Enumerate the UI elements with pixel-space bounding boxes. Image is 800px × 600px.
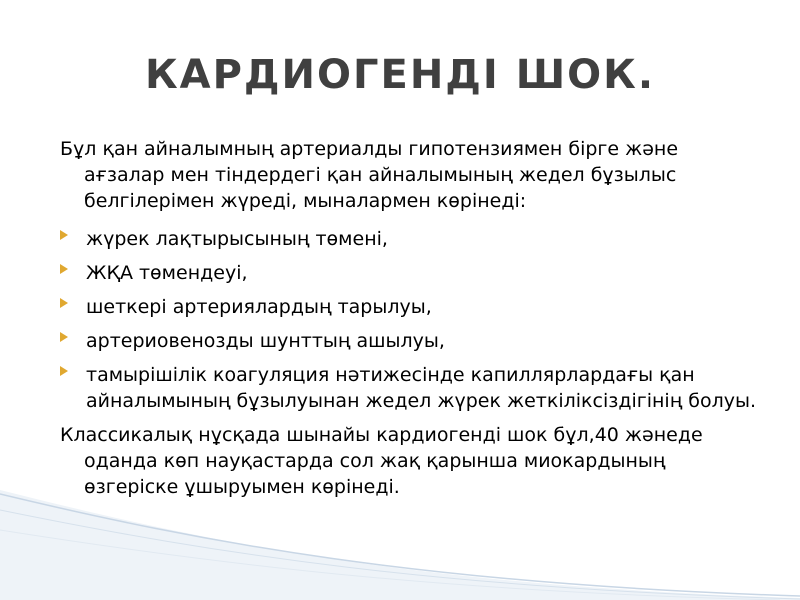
- bullet-text: тамырішілік коагуляция нәтижесінде капиллярлардағы қан айналымының бұзылуынан жедел жүрек жеткіліксіздігінің болуы.: [86, 364, 757, 412]
- slide-body: [60, 136, 760, 510]
- arrow-bullet-icon: [60, 264, 68, 274]
- bullet-text: артериовенозды шунттың ашылуы,: [86, 330, 445, 352]
- slide-title: КАРДИОГЕНДІ ШОК.: [144, 52, 656, 98]
- bullet-item: [60, 362, 760, 414]
- bullet-item: [60, 328, 760, 354]
- arrow-bullet-icon: [60, 366, 68, 376]
- arrow-bullet-icon: [60, 332, 68, 342]
- bullet-item: [60, 260, 760, 286]
- arrow-bullet-icon: [60, 230, 68, 240]
- bullet-item: [60, 294, 760, 320]
- bullet-item: [60, 226, 760, 252]
- closing-paragraph: Классикалық нұсқада шынайы кардиогенді шок бұл,40 жәнеде оданда көп науқастарда сол жақ қарынша миокардының өзгеріске ұшыруымен көрінеді.: [60, 424, 703, 498]
- arrow-bullet-icon: [60, 298, 68, 308]
- bullet-text: шеткері артериялардың тарылуы,: [86, 296, 432, 318]
- bullet-text: ЖҚА төмендеуі,: [86, 262, 248, 284]
- intro-paragraph: Бұл қан айналымның артериалды гипотензиямен бірге және ағзалар мен тіндердегі қан айналымының жедел бұзылыс белгілерімен жүреді, мыналармен көрінеді:: [60, 138, 679, 212]
- bullet-text: жүрек лақтырысының төмені,: [86, 228, 388, 250]
- bullet-list: [60, 226, 760, 414]
